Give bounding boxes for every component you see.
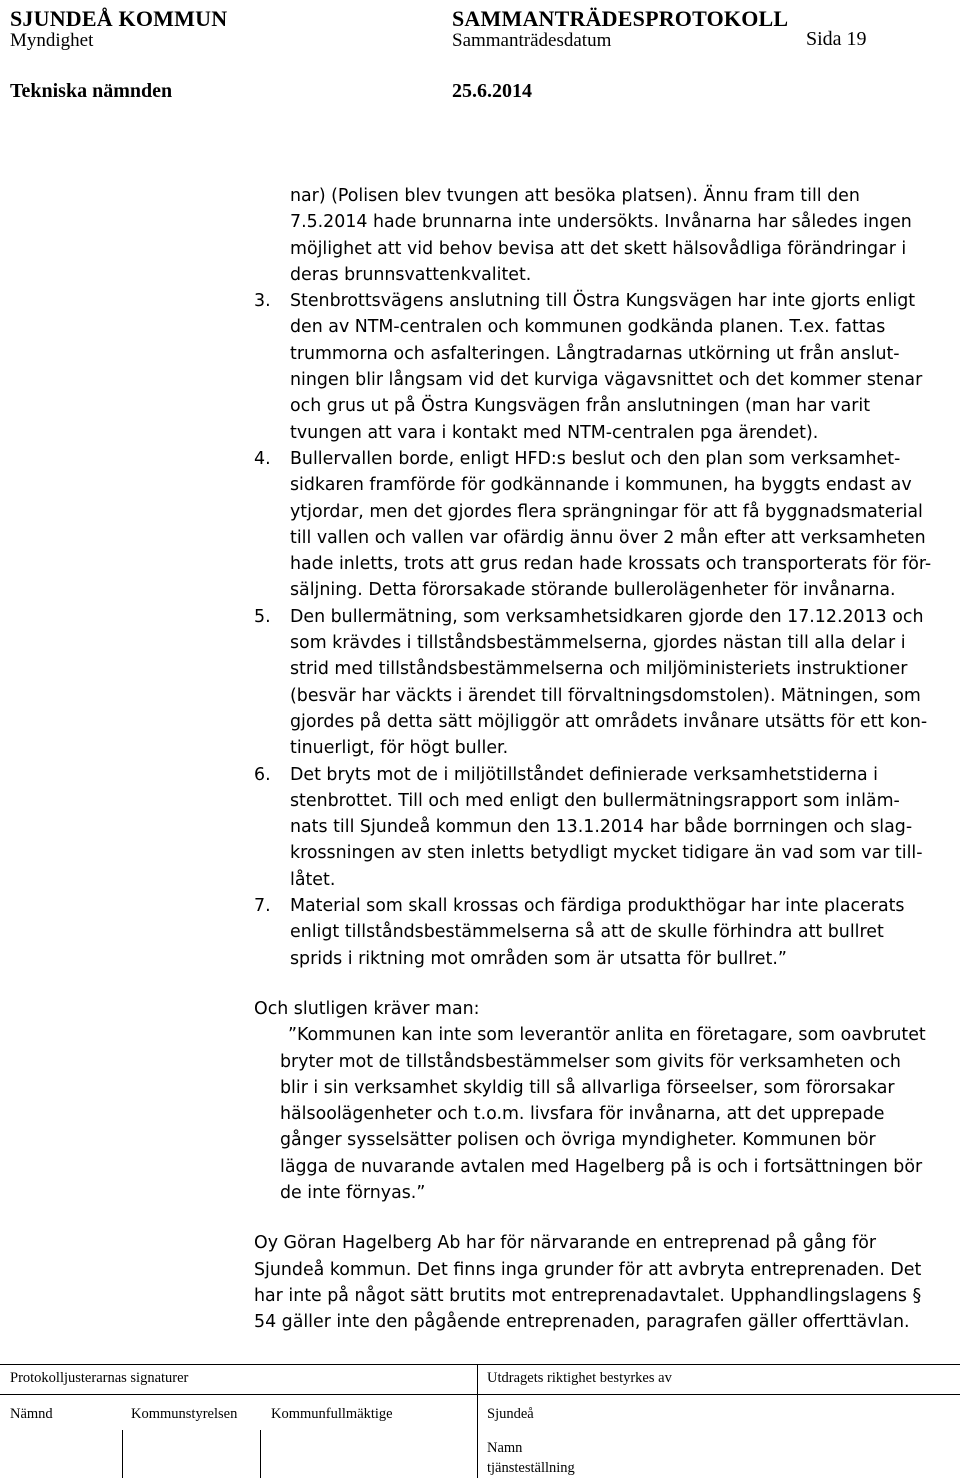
list-item-5 — [254, 604, 954, 762]
signatures-label: Protokolljusterarnas signaturer — [10, 1370, 189, 1386]
text-line: ytjordar, men det gjordes flera sprängningar för att få byggnadsmaterial — [290, 501, 923, 522]
certified-label: Utdragets riktighet bestyrkes av — [487, 1370, 672, 1386]
footer-divider — [477, 1364, 478, 1478]
text-line: Stenbrottsvägens anslutning till Östra Kungsvägen har inte gjorts enligt — [290, 291, 916, 312]
text-line: Bullervallen borde, enligt HFD:s beslut och den plan som verksamhet- — [290, 448, 901, 469]
text-line: lägga de nuvarande avtalen med Hagelberg på is och i fortsättningen bör — [280, 1156, 923, 1177]
place-label: Sjundeå — [487, 1406, 534, 1422]
text-line: säljning. Detta förorsakade störande bullerolägenheter för invånarna. — [290, 580, 896, 601]
name-label: Namn — [487, 1440, 523, 1456]
text-line: den av NTM-centralen och kommunen godkända planen. T.ex. fattas — [290, 317, 886, 338]
styrelse-label: Kommunstyrelsen — [131, 1406, 238, 1422]
list-number: 5. — [254, 606, 271, 627]
text-line: som krävdes i tillståndsbestämmelserna, gjordes nästan till alla delar i — [290, 633, 906, 654]
text-line: (besvär har väckts i ärendet till förvaltningsdomstolen). Mätningen, som — [290, 685, 921, 706]
text-line: enligt tillståndsbestämmelserna så att de skulle förhindra att bullret — [290, 922, 884, 943]
footer-divider — [0, 1394, 960, 1395]
list-number: 4. — [254, 448, 271, 469]
text-line: tvungen att vara i kontakt med NTM-centralen pga ärendet). — [290, 422, 819, 443]
municipality-name: SJUNDEÅ KOMMUN — [10, 6, 228, 31]
text-line: gjordes på detta sätt möjliggör att områdets invånare utsätts för ett kon- — [290, 711, 928, 732]
list-item-7 — [254, 893, 954, 972]
text-line: gånger sysselsätter polisen och övriga myndigheter. Kommunen bör — [280, 1130, 876, 1151]
text-line: hälsoolägenheter och t.o.m. livsfara för invånarna, att det upprepade — [280, 1104, 885, 1125]
fullmaktige-label: Kommunfullmäktige — [271, 1406, 393, 1422]
text-line: möjlighet att vid behov bevisa att det skett hälsovådliga förändringar i — [290, 238, 907, 259]
text-line: 54 gäller inte den pågående entreprenaden, paragrafen gäller offerttävlan. — [254, 1312, 910, 1333]
intro-paragraph — [254, 183, 954, 288]
list-number: 7. — [254, 896, 271, 917]
list-number: 3. — [254, 291, 271, 312]
authority-label: Myndighet — [10, 30, 94, 51]
document-body — [254, 183, 954, 1335]
text-line: tinuerligt, för högt buller. — [290, 738, 509, 759]
footer-divider — [0, 1364, 960, 1365]
demand-intro: Och slutligen kräver man: — [254, 998, 480, 1019]
text-line: blir i sin verksamhet skyldig till så allvarliga förseelser, som förorsakar — [280, 1077, 895, 1098]
text-line: sidkaren framförde för godkännande i kommunen, ha byggts endast av — [290, 475, 912, 496]
text-line: Det bryts mot de i miljötillståndet definierade verksamhetstiderna i — [290, 764, 878, 785]
text-line: låtet. — [290, 869, 336, 890]
text-line: Material som skall krossas och färdiga produkthögar har inte placerats — [290, 896, 905, 917]
text-line: sprids i riktning mot områden som är utsatta för bullret.” — [290, 948, 787, 969]
list-item-4 — [254, 446, 954, 604]
quoted-demand — [254, 1022, 954, 1206]
meeting-date-label: Sammanträdesdatum — [452, 30, 612, 51]
text-line: nats till Sjundeå kommun den 13.1.2014 har både borrningen och slag- — [290, 817, 913, 838]
list-number: 6. — [254, 764, 271, 785]
text-line: 7.5.2014 hade brunnarna inte undersökts. Invånarna har således ingen — [290, 212, 912, 233]
text-line: ningen blir långsam vid det kurviga vägavsnittet och det kommer stenar — [290, 370, 923, 391]
text-line: Sjundeå kommun. Det finns inga grunder för att avbryta entreprenaden. Det — [254, 1259, 922, 1280]
text-line: har inte på något sätt brutits mot entreprenadavtalet. Upphandlingslagens § — [254, 1285, 922, 1306]
text-line: och grus ut på Östra Kungsvägen från anslutningen (man har varit — [290, 396, 871, 417]
text-line: till vallen och vallen var ofärdig ännu över 2 mån efter att verksamheten — [290, 527, 926, 548]
list-item-3 — [254, 288, 954, 446]
text-line: nar) (Polisen blev tvungen att besöka platsen). Ännu fram till den — [290, 186, 860, 206]
authority-name: Tekniska nämnden — [10, 80, 173, 102]
final-paragraph — [254, 1230, 954, 1335]
text-line: ”Kommunen kan inte som leverantör anlita en företagare, som oavbrutet — [288, 1025, 926, 1046]
list-item-6 — [254, 762, 954, 893]
text-line: hade inletts, trots att grus redan hade krossats och transporterats för för- — [290, 554, 932, 575]
text-line: stenbrottet. Till och med enligt den bullermätningsrapport som inläm- — [290, 790, 900, 811]
page-number: Sida 19 — [806, 28, 867, 50]
namnd-label: Nämnd — [10, 1406, 53, 1422]
text-line: strid med tillståndsbestämmelserna och miljöministeriets instruktioner — [290, 659, 908, 680]
footer-divider — [122, 1430, 123, 1478]
title-label: tjänsteställning — [487, 1460, 575, 1476]
text-line: Den bullermätning, som verksamhetsidkaren gjorde den 17.12.2013 och — [290, 606, 924, 627]
text-line: Oy Göran Hagelberg Ab har för närvarande en entreprenad på gång för — [254, 1233, 876, 1254]
text-line: de inte förnyas.” — [280, 1182, 426, 1203]
text-line: trummorna och asfalteringen. Långtradarnas utkörning ut från anslut- — [290, 343, 900, 364]
text-line: bryter mot de tillståndsbestämmelser som givits för verksamheten och — [280, 1051, 901, 1072]
text-line: krossningen av sten inletts betydligt mycket tidigare än vad som var till- — [290, 843, 923, 864]
meeting-date: 25.6.2014 — [452, 80, 532, 102]
footer-divider — [260, 1430, 261, 1478]
text-line: deras brunnsvattenkvalitet. — [290, 264, 532, 285]
document-type: SAMMANTRÄDESPROTOKOLL — [452, 6, 789, 31]
